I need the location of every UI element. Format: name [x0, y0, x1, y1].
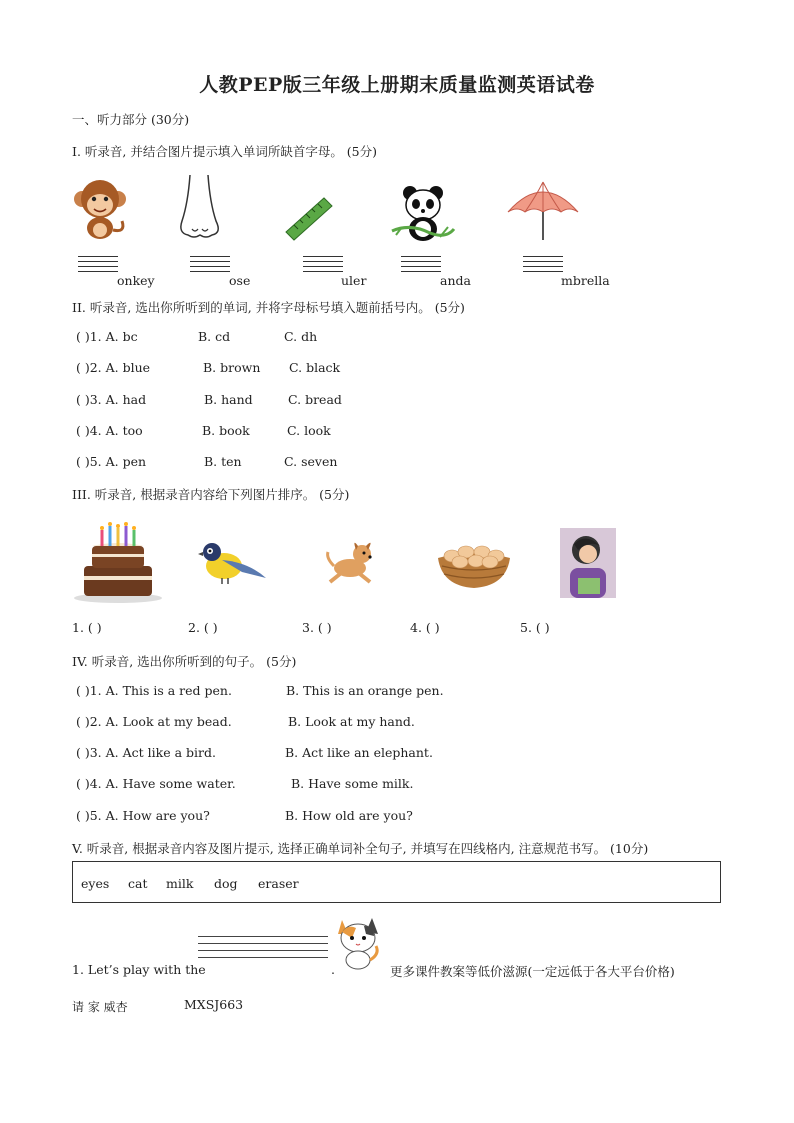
word-fragment: mbrella — [561, 273, 610, 288]
word-bank-word: eyes — [81, 876, 110, 891]
option-b[interactable]: B. hand — [204, 392, 253, 407]
period: . — [331, 962, 335, 977]
order-blank[interactable]: 4. ( ) — [410, 620, 440, 635]
question-1-text: 1. Let’s play with the — [72, 962, 206, 977]
section-5-heading: V. 听录音, 根据录音内容及图片提示, 选择正确单词补全句子, 并填写在四线格内, 注意规范书写。 (10分) — [72, 841, 649, 856]
four-line-grid[interactable] — [78, 256, 118, 278]
word-bank-word: milk — [166, 876, 194, 891]
answer-row — [72, 620, 592, 636]
question-row — [72, 360, 472, 376]
question-row — [72, 454, 472, 470]
footer-text: 请 家 威杏 — [72, 1000, 128, 1014]
sentence-row — [72, 683, 492, 699]
four-line-grid[interactable] — [190, 256, 230, 278]
option-b[interactable]: B. book — [202, 423, 250, 438]
child-picture — [560, 528, 616, 598]
cat-picture — [334, 914, 382, 970]
section-3-heading: III. 听录音, 根据录音内容给下列图片排序。 (5分) — [72, 487, 350, 502]
order-blank[interactable]: 5. ( ) — [520, 620, 550, 635]
section-4-heading: IV. 听录音, 选出你所听到的句子。 (5分) — [72, 654, 297, 669]
page-title: 人教PEP版三年级上册期末质量监测英语试卷 — [199, 74, 595, 96]
option-a[interactable]: ( )5. A. pen — [76, 454, 147, 469]
option-a[interactable]: ( )3. A. Act like a bird. — [76, 745, 216, 760]
promo-text: 更多课件教案等低价滋源(一定远低于各大平台价格) — [390, 964, 675, 979]
order-blank[interactable]: 3. ( ) — [302, 620, 332, 635]
word-fragment: ose — [229, 273, 251, 288]
question-row — [72, 423, 472, 439]
question-row — [72, 392, 472, 408]
four-line-grid[interactable] — [401, 256, 441, 278]
umbrella-picture — [506, 178, 580, 242]
birthday-cake-picture — [72, 522, 164, 604]
option-a[interactable]: ( )1. A. This is a red pen. — [76, 683, 232, 698]
panda-picture — [390, 183, 456, 245]
option-b[interactable]: B. Have some milk. — [291, 776, 414, 791]
option-b[interactable]: B. cd — [198, 329, 231, 344]
option-a[interactable]: ( )5. A. How are you? — [76, 808, 210, 823]
dog-picture — [322, 538, 378, 586]
option-b[interactable]: B. This is an orange pen. — [286, 683, 444, 698]
footer-code: MXSJ663 — [184, 997, 244, 1012]
option-c[interactable]: C. bread — [288, 392, 342, 407]
section-1-heading: I. 听录音, 并结合图片提示填入单词所缺首字母。 (5分) — [72, 144, 378, 159]
four-line-grid[interactable] — [198, 936, 328, 966]
option-a[interactable]: ( )3. A. had — [76, 392, 147, 407]
word-bank-box — [72, 861, 721, 903]
sentence-row — [72, 808, 492, 824]
option-b[interactable]: B. ten — [204, 454, 242, 469]
option-b[interactable]: B. Look at my hand. — [288, 714, 415, 729]
option-c[interactable]: C. seven — [284, 454, 338, 469]
four-line-grid[interactable] — [303, 256, 343, 278]
option-c[interactable]: C. dh — [284, 329, 318, 344]
monkey-picture — [72, 175, 128, 241]
word-bank-word: eraser — [258, 876, 299, 891]
option-a[interactable]: ( )4. A. too — [76, 423, 143, 438]
option-a[interactable]: ( )2. A. blue — [76, 360, 151, 375]
nose-picture — [178, 173, 222, 243]
eggs-basket-picture — [436, 540, 512, 590]
option-a[interactable]: ( )2. A. Look at my bead. — [76, 714, 232, 729]
bird-picture — [198, 540, 268, 586]
option-a[interactable]: ( )1. A. bc — [76, 329, 138, 344]
sentence-row — [72, 714, 492, 730]
option-a[interactable]: ( )4. A. Have some water. — [76, 776, 236, 791]
word-fragment: anda — [440, 273, 471, 288]
word-fragment: uler — [341, 273, 367, 288]
word-fragment: onkey — [117, 273, 155, 288]
part-heading: 一、听力部分 (30分) — [72, 112, 190, 127]
option-b[interactable]: B. brown — [203, 360, 261, 375]
section-2-heading: II. 听录音, 选出你所听到的单词, 并将字母标号填入题前括号内。 (5分) — [72, 300, 465, 315]
word-bank-word: cat — [128, 876, 148, 891]
order-blank[interactable]: 2. ( ) — [188, 620, 218, 635]
order-blank[interactable]: 1. ( ) — [72, 620, 102, 635]
question-row — [72, 329, 472, 345]
word-bank-word: dog — [214, 876, 238, 891]
sentence-row — [72, 776, 492, 792]
option-b[interactable]: B. How old are you? — [285, 808, 413, 823]
option-b[interactable]: B. Act like an elephant. — [285, 745, 433, 760]
four-line-grid[interactable] — [523, 256, 563, 278]
ruler-picture — [284, 196, 334, 242]
sentence-row — [72, 745, 492, 761]
option-c[interactable]: C. black — [289, 360, 341, 375]
option-c[interactable]: C. look — [287, 423, 331, 438]
